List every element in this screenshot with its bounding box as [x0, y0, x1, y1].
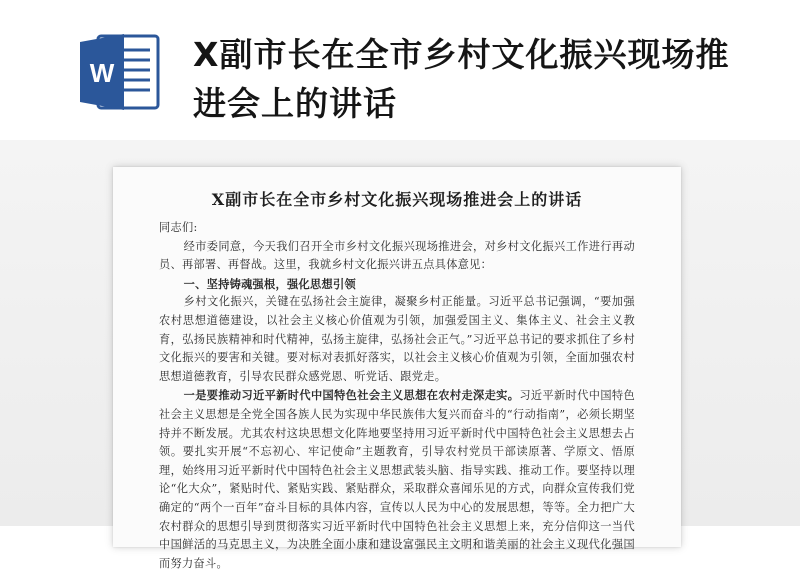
paragraph-intro: 经市委同意，今天我们召开全市乡村文化振兴现场推进会，对乡村文化振兴工作进行再动员、再部署、再督战。这里，我就乡村文化振兴讲五点具体意见：: [159, 239, 635, 272]
page-title: X副市长在全市乡村文化振兴现场推进会上的讲话: [193, 35, 730, 123]
word-icon-letter: W: [89, 58, 115, 88]
word-icon: [78, 32, 162, 112]
document-title: X副市长在全市乡村文化振兴现场推进会上的讲话: [211, 190, 583, 209]
header: [0, 0, 800, 150]
document-body: [159, 219, 635, 573]
paragraph-body: 乡村文化振兴，关键在弘扬社会主旋律，凝聚乡村正能量。习近平总书记强调，“要加强农村思想道德建设，以社会主义核心价值观为引领，加强爱国主义、集体主义、社会主义教育，弘扬民族精神和时代精神，弘扬主旋律，弘扬社会正气。”习近平总书记的要求抓住了乡村文化振兴的要害和关键。要对标对表抓好落实，以社会主义核心价值观为引领，全面加强农村思想道德教育，引导农民群众感党恩、听党话、跟党走。: [159, 295, 635, 383]
section-heading: 一、坚持铸魂强根，强化思想引领: [183, 276, 356, 291]
salutation: 同志们:: [159, 221, 198, 234]
paragraph-point-one: 一是要推动习近平新时代中国特色社会主义思想在农村走深走实。习近平新时代中国特色社会主义思想是全党全国各族人民为实现中华民族伟大复兴而奋斗的“行动指南”，必须长期坚持并不断发展。尤其农村这块思想文化阵地要坚持用习近平新时代中国特色社会主义思想去占领。要扎实开展“不忘初心、牢记使命”主题教育，引导农村党员干部读原著、学原文、悟原理，始终用习近平新时代中国特色社会主义思想武装头脑、指导实践、推动工作。要坚持以理论“化大众”，紧贴时代、紧贴实践、紧贴群众，采取群众喜闻乐见的方式，向群众宣传我们党确定的“两个一百年”奋斗目标的具体内容，宣传以人民为中心的发展思想，等等。全力把广大农村群众的思想引导到贯彻落实习近平新时代中国特色社会主义思想上来，充分信仰这一当代中国鲜活的马克思主义，为决胜全面小康和建设富强民主文明和谐美丽的社会主义现代化强国而努力奋斗。: [159, 388, 635, 570]
document-page: [113, 167, 681, 570]
paragraph-lead-in: 一是要推动习近平新时代中国特色社会主义思想在农村走深走实。: [183, 388, 520, 403]
